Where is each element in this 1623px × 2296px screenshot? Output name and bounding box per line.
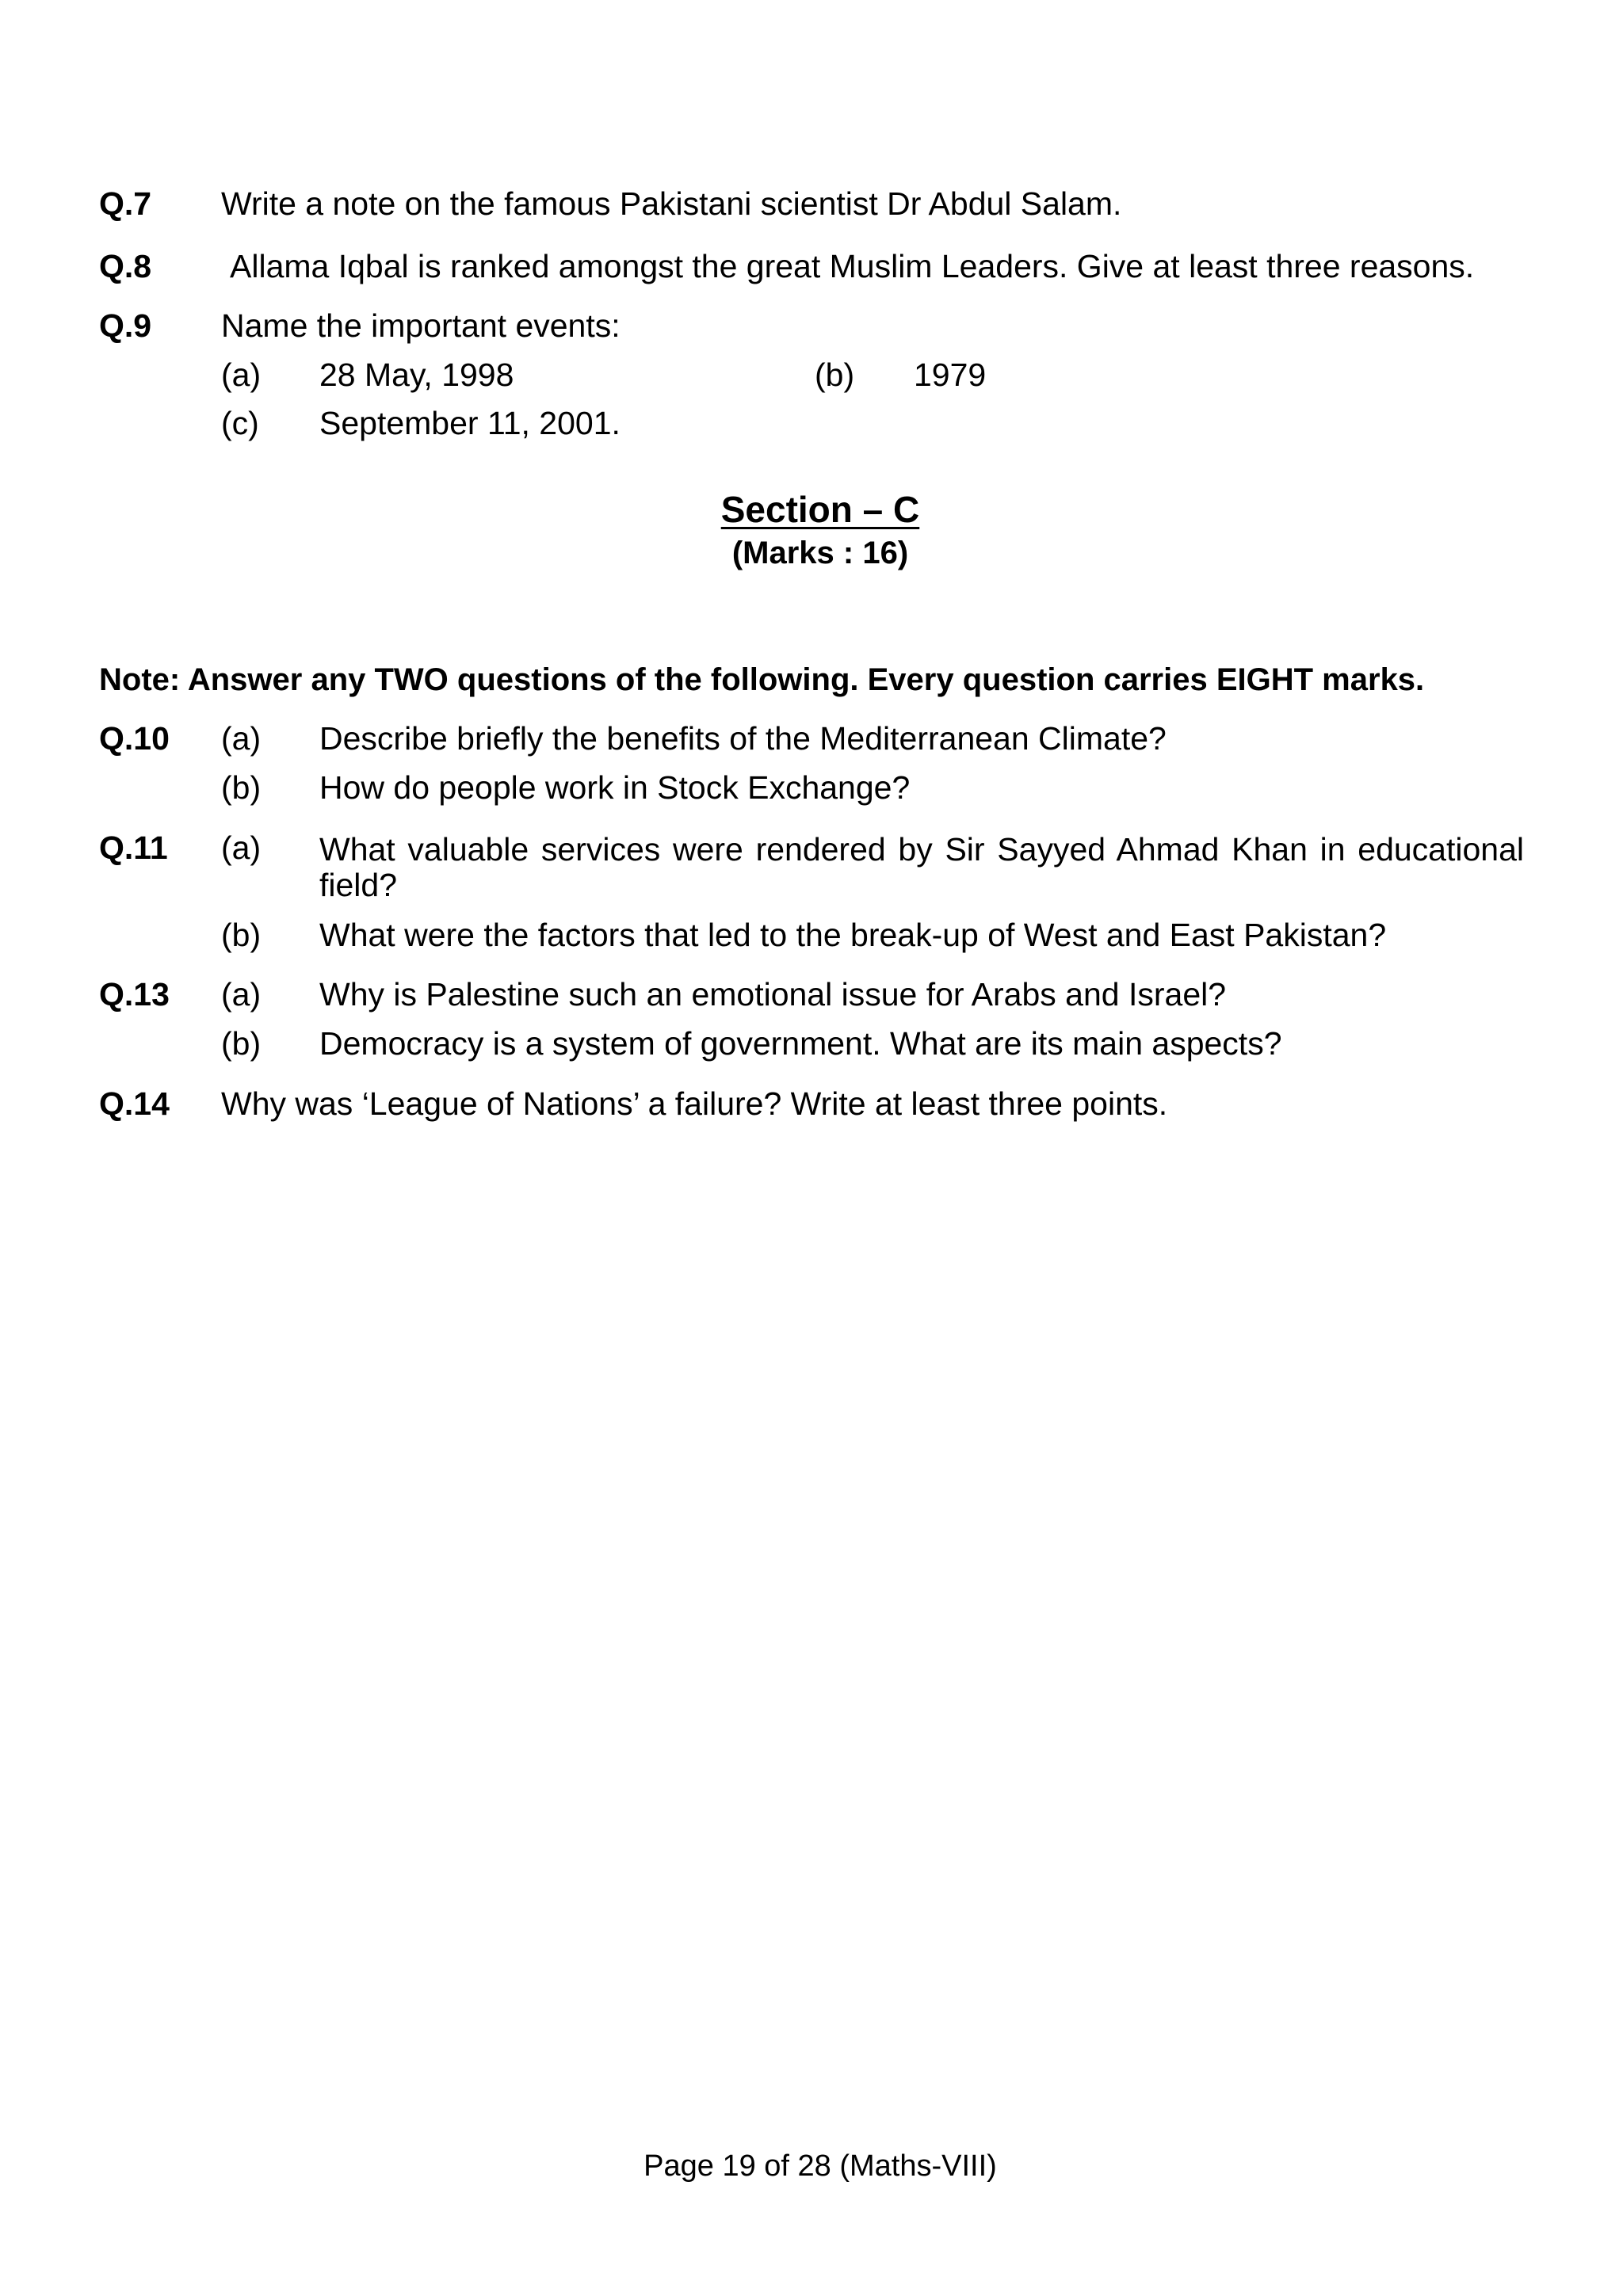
question-number: Q.14 bbox=[99, 1085, 170, 1122]
section-note: Note: Answer any TWO questions of the following. Every question carries EIGHT marks. bbox=[99, 662, 1425, 697]
question-number: Q.7 bbox=[99, 185, 152, 222]
part-text: What were the factors that led to the break-up of West and East Pakistan? bbox=[319, 917, 1387, 953]
part-label: (a) bbox=[221, 976, 262, 1013]
question-text: Name the important events: bbox=[221, 307, 621, 344]
question-number: Q.13 bbox=[99, 976, 170, 1013]
section-title: Section – C bbox=[720, 489, 920, 530]
part-label: (a) bbox=[221, 357, 262, 393]
part-label: (a) bbox=[221, 720, 262, 757]
part-label: (a) bbox=[221, 830, 262, 866]
page-footer: Page 19 of 28 (Maths-VIII) bbox=[643, 2149, 997, 2183]
part-text: How do people work in Stock Exchange? bbox=[319, 769, 911, 806]
question-number: Q.10 bbox=[99, 720, 170, 757]
section-marks: (Marks : 16) bbox=[731, 536, 909, 570]
part-label: (b) bbox=[221, 917, 262, 953]
question-text: Write a note on the famous Pakistani scientist Dr Abdul Salam. bbox=[221, 185, 1122, 222]
part-text: September 11, 2001. bbox=[319, 405, 621, 441]
part-label: (b) bbox=[221, 1025, 262, 1062]
question-number: Q.8 bbox=[99, 248, 152, 284]
question-text: Why was ‘League of Nations’ a failure? Write at least three points. bbox=[221, 1085, 1168, 1122]
question-text: Allama Iqbal is ranked amongst the great Muslim Leaders. Give at least three reasons. bbox=[230, 248, 1475, 284]
part-text: 1979 bbox=[914, 357, 987, 393]
question-number: Q.9 bbox=[99, 307, 152, 344]
part-text: What valuable services were rendered by Sir Sayyed Ahmad Khan in educational field? bbox=[319, 831, 1524, 904]
part-text: Describe briefly the benefits of the Mediterranean Climate? bbox=[319, 720, 1167, 757]
part-label: (c) bbox=[221, 405, 259, 441]
part-text: 28 May, 1998 bbox=[319, 357, 514, 393]
part-text: Why is Palestine such an emotional issue for Arabs and Israel? bbox=[319, 976, 1227, 1013]
part-text: Democracy is a system of government. What are its main aspects? bbox=[319, 1025, 1282, 1062]
question-number: Q.11 bbox=[99, 830, 168, 866]
part-label: (b) bbox=[221, 769, 262, 806]
part-label: (b) bbox=[815, 357, 855, 393]
